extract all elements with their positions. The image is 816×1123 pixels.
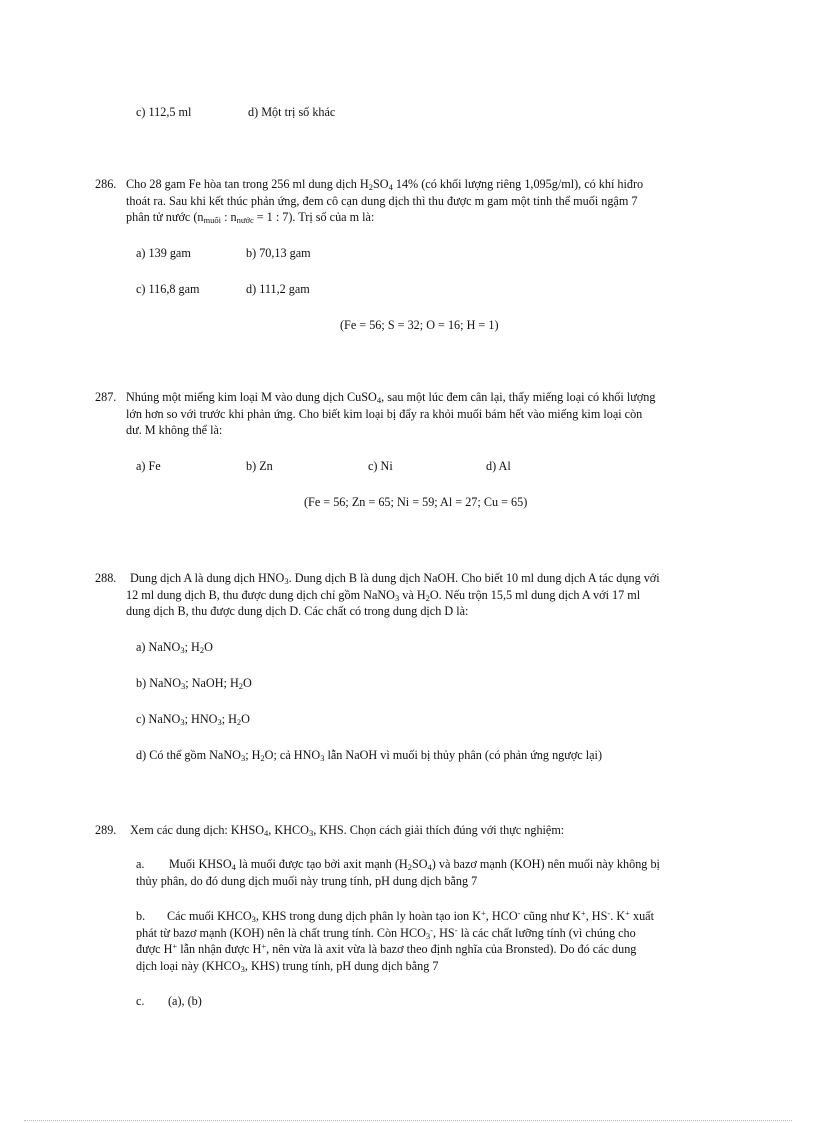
q289-option-c: (a), (b) (168, 994, 202, 1008)
q286-number: 286. (95, 177, 117, 191)
q286-stem-line3: phân tử nước ($n_{muối}$ : $n_{nước} = 1$ : 7). Trị số của m là: (126, 210, 375, 225)
q289-option-a-line2: thủy phân, do đó dung dịch muối này trung tính, pH dung dịch bằng 7 (136, 873, 478, 888)
q287-stem (126, 389, 721, 439)
q289-number: 289. (95, 823, 117, 837)
q285-option-d: d) Một trị số khác (248, 105, 336, 119)
q285-option-c: c) 112,5 ml (136, 105, 192, 119)
q288-number: 288. (95, 571, 117, 585)
q286-stem-line2: thoát ra. Sau khi kết thúc phản ứng, đem cô cạn dung dịch thì thu được m gam một tinh thể muối ngậm 7 (126, 193, 638, 208)
q288-option-b: b) NaNO$_3$; NaOH; $H_2O$ (136, 676, 252, 691)
q289-stem: Xem các dung dịch: $KHSO_4$, $KHCO_3$, KHS. Chọn cách giải thích đúng với thực nghiệm: (130, 823, 565, 838)
q288-option-a: a) NaNO$_3$; $H_2O$ (136, 640, 213, 655)
q287-number: 287. (95, 390, 117, 404)
q288-stem (126, 570, 721, 620)
q287-option-c: c) Ni (368, 459, 393, 473)
q289-option-b (136, 908, 721, 974)
q289-option-a-label: a. (136, 857, 145, 871)
q289-option-a (136, 856, 721, 889)
q287-stem-line3: dư. M không thể là: (126, 423, 223, 437)
q288-stem-line3: dung dịch B, thu được dung dịch D. Các chất có trong dung dịch D là: (126, 604, 469, 618)
q288-stem-line2: 12 ml dung dịch B, thu được dung dịch chỉ gồm NaNO$_3$ và $H_2O$. Nếu trộn 15,5 ml dung dịch A với 17 ml (126, 587, 641, 603)
q286-option-d: d) 111,2 gam (246, 282, 310, 296)
q286-atomic-masses: (Fe = 56; S = 32; O = 16; H = 1) (340, 318, 499, 332)
q289-option-b-line3: được H+ lẫn nhận được H+, nên vừa là axit vừa là bazơ theo định nghĩa của Bronsted). Do đó các dung (136, 941, 637, 956)
q287-option-b: b) Zn (246, 459, 273, 473)
q288-stem-line1: Dung dịch A là dung dịch $HNO_3$. Dung dịch B là dung dịch NaOH. Cho biết 10 ml dung dịch A tác dụng với (130, 571, 660, 586)
q288-option-d: d) Có thể gồm NaNO$_3$; $H_2O$; cả $HNO_3$ lẫn NaOH vì muối bị thủy phân (có phản ứng ngược lại) (136, 748, 603, 763)
q289-option-b-label: b. (136, 909, 146, 923)
q287-stem-line2: lớn hơn so với trước khi phản ứng. Cho biết kim loại bị đẩy ra khỏi muối bám hết vào miếng kim loại còn (126, 406, 643, 421)
q289-option-b-line1: Các muối $KHCO_3$, KHS trong dung dịch phân ly hoàn tạo ion K+, HCO- cũng như K+, HS-. K+ xuất (167, 908, 654, 924)
q286-stem (126, 176, 721, 226)
q289-option-b-line2: phát từ bazơ mạnh (KOH) nên là chất trung tính. Còn $HCO_3^-$, HS- là các chất lưỡng tính (vì chúng cho (136, 924, 636, 941)
q286-option-a: a) 139 gam (136, 246, 191, 260)
q287-option-d: d) Al (486, 459, 511, 473)
page-bottom-divider (24, 1120, 792, 1121)
q289-option-a-line1: Muối $KHSO_4$ là muối được tạo bởi axit mạnh $(H_2SO_4)$ và bazơ mạnh (KOH) nên muối này không bị (169, 857, 660, 872)
q286-option-c: c) 116,8 gam (136, 282, 200, 296)
q287-option-a: a) Fe (136, 459, 161, 473)
q286-option-b: b) 70,13 gam (246, 246, 311, 260)
q288-option-c: c) NaNO$_3$; $HNO_3$; $H_2O$ (136, 712, 250, 727)
q286-stem-line1: Cho 28 gam Fe hòa tan trong 256 ml dung dịch $H_2SO_4$ 14% (có khối lượng riêng 1,095g/ml), có khí hiđro (126, 177, 644, 192)
q289-option-c-label: c. (136, 994, 145, 1008)
q289-option-b-line4: dịch loại này ($KHCO_3$, KHS) trung tính, pH dung dịch bằng 7 (136, 958, 439, 974)
q287-atomic-masses: (Fe = 56; Zn = 65; Ni = 59; Al = 27; Cu = 65) (304, 495, 528, 509)
q287-stem-line1: Nhúng một miếng kim loại M vào dung dịch CuSO$_4$, sau một lúc đem cân lại, thấy miếng loại có khối lượng (126, 390, 656, 405)
